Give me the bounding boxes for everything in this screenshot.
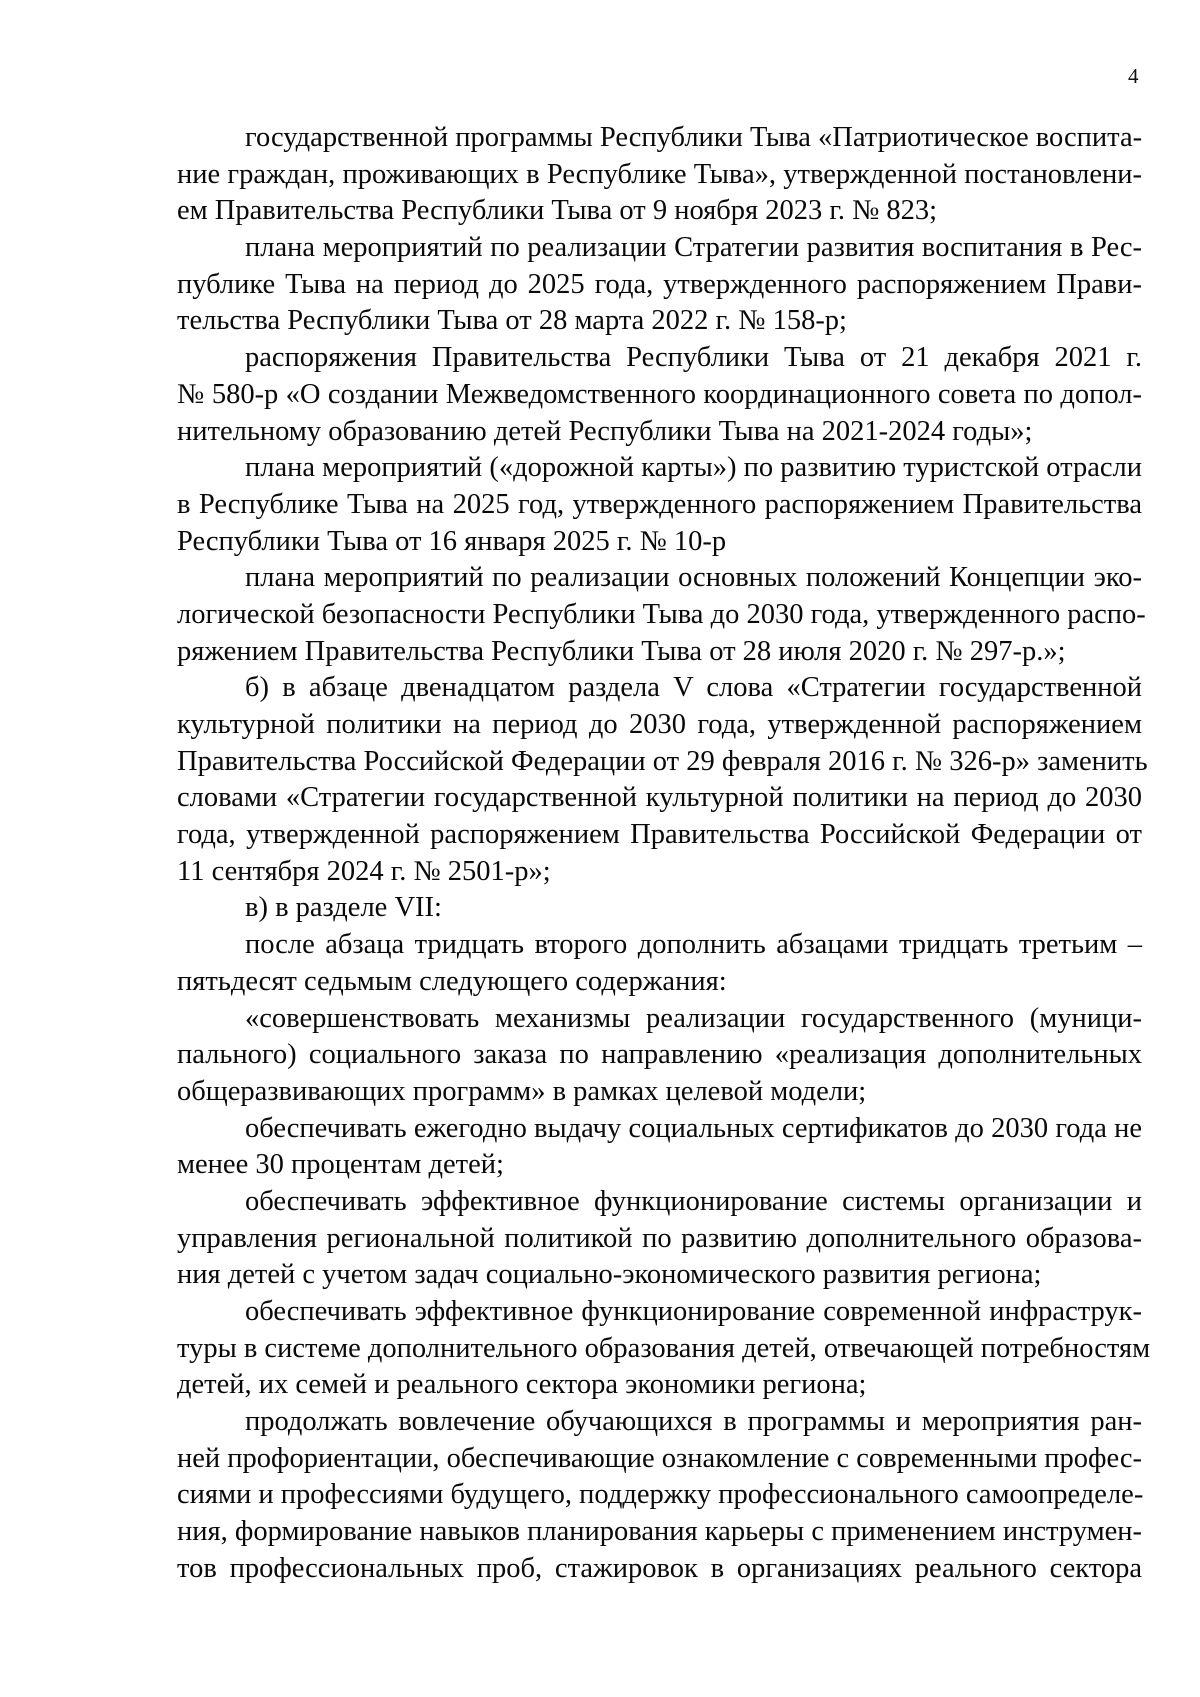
document-body (177, 120, 1151, 1588)
paragraph-line: плана мероприятий по реализации основных положений Концепции эко- (245, 562, 1142, 594)
paragraph (177, 1404, 1142, 1587)
paragraph-line: ней профориентации, обеспечивающие ознакомление с современными профес- (177, 1442, 1142, 1474)
paragraph (177, 670, 1148, 890)
paragraph (177, 927, 1142, 1000)
paragraph-line: продолжать вовлечение обучающихся в программы и мероприятия ран- (245, 1406, 1142, 1438)
paragraph-line: б) в абзаце двенадцатом раздела V слова «Стратегии государственной (245, 672, 1142, 704)
paragraph-line: ния, формирование навыков планирования карьеры с применением инструмен- (177, 1516, 1142, 1548)
paragraph (177, 120, 1142, 230)
paragraph (177, 340, 1142, 450)
paragraph-line: тельства Республики Тыва от 28 марта 2022 г. № 158-р; (177, 305, 847, 337)
paragraph-line: 11 сентября 2024 г. № 2501-р»; (177, 855, 551, 887)
paragraph-line: туры в системе дополнительного образования детей, отвечающей потребностям (177, 1332, 1151, 1364)
paragraph-line: публике Тыва на период до 2025 года, утвержденного распоряжением Прави- (177, 268, 1142, 300)
paragraph (177, 230, 1142, 340)
paragraph-line: обеспечивать эффективное функционирование системы организации и (245, 1185, 1142, 1217)
paragraph-line: в) в разделе VII: (245, 892, 442, 924)
paragraph-line: культурной политики на период до 2030 года, утвержденной распоряжением (177, 709, 1142, 740)
paragraph-line: обеспечивать ежегодно выдачу социальных сертификатов до 2030 года не (245, 1112, 1142, 1144)
paragraph-line: обеспечивать эффективное функционирование современной инфраструк- (245, 1296, 1142, 1327)
paragraph (177, 450, 1142, 560)
paragraph-line: сиями и профессиями будущего, поддержку профессионального самоопределе- (177, 1479, 1144, 1511)
paragraph-line: № 580-р «О создании Межведомственного координационного совета по допол- (177, 378, 1142, 410)
paragraph (177, 560, 1146, 670)
paragraph-line: года, утвержденной распоряжением Правительства Российской Федерации от (177, 819, 1142, 851)
paragraph-line: управления региональной политикой по развитию дополнительного образова- (177, 1222, 1142, 1254)
paragraph-line: государственной программы Республики Тыва «Патриотическое воспита- (245, 122, 1143, 153)
paragraph-line: ряжением Правительства Республики Тыва от 28 июля 2020 г. № 297-р.»; (177, 635, 1066, 667)
paragraph-line: тов профессиональных проб, стажировок в организациях реального сектора (177, 1552, 1142, 1584)
paragraph-line: пятьдесят седьмым следующего содержания: (177, 965, 727, 997)
paragraph-line: логической безопасности Республики Тыва до 2030 года, утвержденного распо- (177, 598, 1146, 630)
paragraph-line: «совершенствовать механизмы реализации государственного (муници- (245, 1002, 1142, 1034)
paragraph-line: Республики Тыва от 16 января 2025 г. № 10-р (177, 525, 727, 557)
paragraph-line: ния детей с учетом задач социально-экономического развития региона; (177, 1259, 1042, 1291)
paragraph (177, 1294, 1151, 1404)
paragraph-line: плана мероприятий («дорожной карты») по развитию туристской отрасли (245, 452, 1142, 484)
paragraph-line: Правительства Российской Федерации от 29 февраля 2016 г. № 326-р» заменить (177, 745, 1148, 777)
paragraph (177, 1001, 1142, 1111)
paragraph-line: общеразвивающих программ» в рамках целевой модели; (177, 1075, 867, 1107)
paragraph-line: словами «Стратегии государственной культурной политики на период до 2030 (177, 782, 1142, 814)
paragraph (177, 890, 1142, 927)
paragraph-line: распоряжения Правительства Республики Тыва от 21 декабря 2021 г. (245, 342, 1142, 374)
paragraph-line: ем Правительства Республики Тыва от 9 ноября 2023 г. № 823; (177, 195, 938, 227)
paragraph-line: нительному образованию детей Республики Тыва на 2021-2024 годы»; (177, 415, 1033, 447)
paragraph-line: детей, их семей и реального сектора экономики региона; (177, 1369, 867, 1401)
paragraph-line: в Республике Тыва на 2025 год, утвержденного распоряжением Правительства (177, 488, 1142, 520)
paragraph-line: менее 30 процентам детей; (177, 1149, 504, 1181)
paragraph (177, 1184, 1142, 1294)
paragraph (177, 1111, 1142, 1184)
paragraph-line: пального) социального заказа по направлению «реализация дополнительных (177, 1039, 1142, 1071)
paragraph-line: ние граждан, проживающих в Республике Тыва», утвержденной постановлени- (177, 158, 1142, 190)
paragraph-line: после абзаца тридцать второго дополнить абзацами тридцать третьим – (245, 929, 1142, 961)
page-number: 4 (1128, 64, 1139, 88)
paragraph-line: плана мероприятий по реализации Стратегии развития воспитания в Рес- (245, 232, 1142, 264)
